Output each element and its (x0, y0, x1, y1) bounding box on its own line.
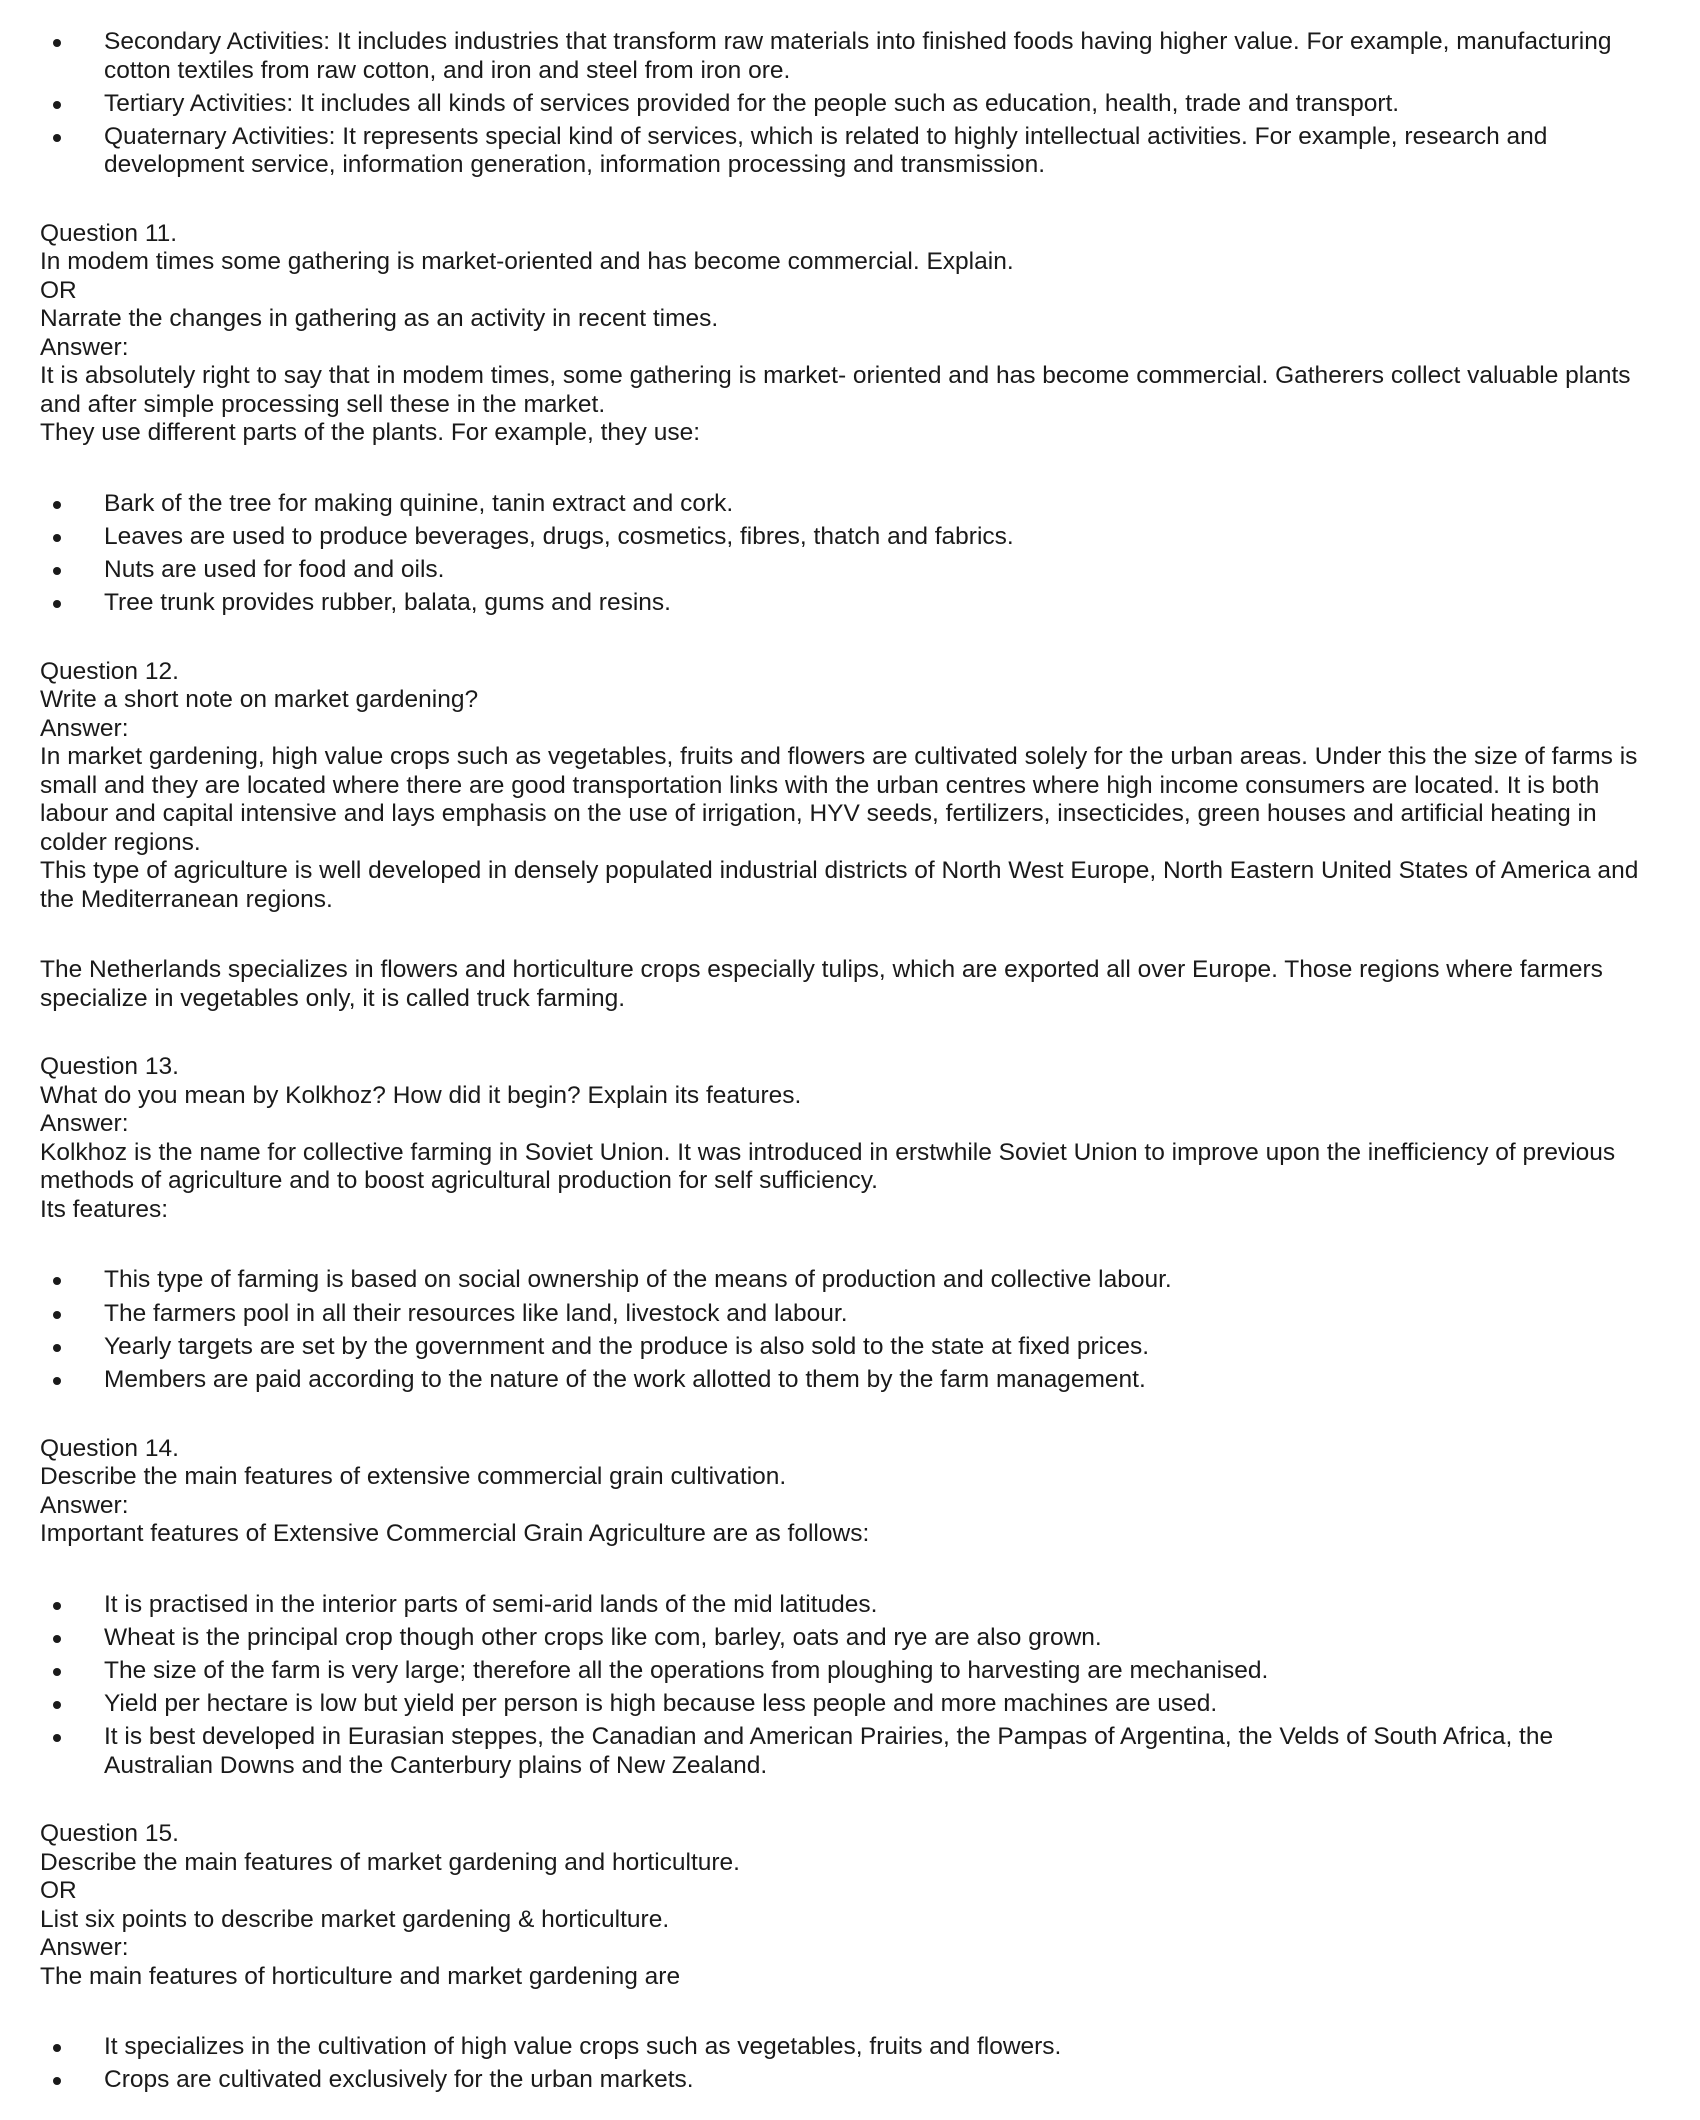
list-item-text: Crops are cultivated exclusively for the urban markets. (104, 2066, 694, 2094)
list-item-text: Secondary Activities: It includes industries that transform raw materials into finished foods having higher value. For example, manufacturing cotton textiles from raw cotton, and iron and steel from iron ore. (104, 28, 1612, 84)
list-item-text: Leaves are used to produce beverages, drugs, cosmetics, fibres, thatch and fabrics. (104, 523, 1014, 551)
list-item (40, 1333, 1665, 1362)
list-item (40, 28, 1665, 85)
alternate-question-text: Narrate the changes in gathering as an activity in recent times. (40, 305, 719, 333)
question-heading: Question 12. (40, 657, 179, 685)
question-heading: Question 13. (40, 1053, 179, 1081)
bullet-icon (53, 567, 61, 575)
or-separator: OR (40, 276, 77, 304)
list-item-text: Tree trunk provides rubber, balata, gums and resins. (104, 589, 671, 617)
answer-label: Answer: (40, 333, 129, 361)
answer-bullet-list (40, 2033, 1665, 2095)
answer-paragraph: The main features of horticulture and market gardening are (40, 1962, 681, 1990)
question-14 (40, 1435, 1665, 1781)
list-item (40, 1723, 1665, 1780)
question-text: Describe the main features of market gardening and horticulture. (40, 1848, 740, 1876)
question-text: In modem times some gathering is market-oriented and has become commercial. Explain. (40, 248, 1014, 276)
list-item (40, 2033, 1665, 2062)
question-text: What do you mean by Kolkhoz? How did it begin? Explain its features. (40, 1081, 802, 1109)
list-item-text: Bark of the tree for making quinine, tanin extract and cork. (104, 489, 734, 517)
answer-label: Answer: (40, 1491, 129, 1519)
answer-bullet-list (40, 490, 1665, 618)
bullet-icon (53, 39, 61, 47)
bullet-icon (53, 1701, 61, 1709)
list-item-text: Nuts are used for food and oils. (104, 556, 445, 584)
list-item-text: Yearly targets are set by the government and the produce is also sold to the state at fixed prices. (104, 1332, 1150, 1360)
list-item (40, 589, 1665, 618)
bullet-icon (53, 1377, 61, 1385)
list-item (40, 1591, 1665, 1620)
list-item (40, 1366, 1665, 1395)
economic-activities-list (40, 28, 1665, 180)
list-item-text: Members are paid according to the nature of the work allotted to them by the farm management. (104, 1366, 1146, 1393)
answer-label: Answer: (40, 1934, 129, 1962)
document-page (40, 28, 1665, 2095)
answer-label: Answer: (40, 714, 129, 742)
list-item-text: Quaternary Activities: It represents special kind of services, which is related to highly intellectual activities. For example, research and development service, information generation, information processing and transmission. (104, 122, 1548, 179)
question-12 (40, 658, 1665, 1014)
list-item (40, 1624, 1665, 1653)
answer-paragraph: Its features: (40, 1195, 169, 1223)
answer-paragraph: In market gardening, high value crops such as vegetables, fruits and flowers are cultivated solely for the urban areas. Under this the size of farms is small and they are located where there are good transportation links with the urban centres where high income consumers are located. It is both labour and capital intensive and lays emphasis on the use of irrigation, HYV seeds, fertilizers, insecticides, green houses and artificial heating in colder regions. (40, 743, 1645, 856)
answer-paragraph: They use different parts of the plants. For example, they use: (40, 419, 701, 447)
question-13 (40, 1053, 1665, 1394)
question-11 (40, 220, 1665, 618)
answer-label: Answer: (40, 1110, 129, 1138)
bullet-icon (53, 1734, 61, 1742)
question-text: Write a short note on market gardening? (40, 686, 479, 714)
list-item (40, 1266, 1665, 1295)
list-item (40, 1300, 1665, 1329)
bullet-icon (53, 2044, 61, 2052)
answer-bullet-list (40, 1266, 1665, 1394)
list-item (40, 2066, 1665, 2095)
answer-paragraph: Important features of Extensive Commercial Grain Agriculture are as follows: (40, 1520, 870, 1547)
bullet-icon (53, 101, 61, 109)
question-15 (40, 1820, 1665, 2095)
list-item-text: It is practised in the interior parts of semi-arid lands of the mid latitudes. (104, 1590, 878, 1618)
bullet-icon (53, 134, 61, 142)
question-heading: Question 15. (40, 1820, 179, 1848)
list-item (40, 123, 1665, 180)
bullet-icon (53, 1668, 61, 1676)
bullet-icon (53, 2077, 61, 2085)
bullet-icon (53, 534, 61, 542)
list-item (40, 1690, 1665, 1719)
list-item-text: Wheat is the principal crop though other crops like com, barley, oats and rye are also grown. (104, 1623, 1102, 1651)
bullet-icon (53, 1635, 61, 1643)
list-item (40, 523, 1665, 552)
bullet-icon (53, 501, 61, 509)
answer-paragraph: It is absolutely right to say that in modem times, some gathering is market- oriented and has become commercial. Gatherers collect valuable plants and after simple processing sell these in the market. (40, 362, 1638, 418)
or-separator: OR (40, 1877, 77, 1905)
bullet-icon (53, 1277, 61, 1285)
bullet-icon (53, 600, 61, 608)
question-heading: Question 14. (40, 1434, 179, 1462)
alternate-question-text: List six points to describe market gardening & horticulture. (40, 1905, 670, 1933)
question-heading: Question 11. (40, 219, 178, 247)
answer-paragraph: Kolkhoz is the name for collective farming in Soviet Union. It was introduced in erstwhile Soviet Union to improve upon the inefficiency of previous methods of agriculture and to boost agricultural production for self sufficiency. (40, 1138, 1622, 1195)
list-item-text: Tertiary Activities: It includes all kinds of services provided for the people such as education, health, trade and transport. (104, 89, 1400, 117)
answer-paragraph: This type of agriculture is well developed in densely populated industrial districts of North West Europe, North Eastern United States of America and the Mediterranean regions. (40, 857, 1646, 913)
list-item-text: It is best developed in Eurasian steppes, the Canadian and American Prairies, the Pampas of Argentina, the Velds of South Africa, the Australian Downs and the Canterbury plains of New Zealand. (104, 1723, 1554, 1779)
bullet-icon (53, 1311, 61, 1319)
list-item-text: The farmers pool in all their resources like land, livestock and labour. (104, 1299, 848, 1327)
list-item-text: This type of farming is based on social ownership of the means of production and collective labour. (104, 1266, 1172, 1294)
list-item (40, 556, 1665, 585)
bullet-icon (53, 1344, 61, 1352)
bullet-icon (53, 1602, 61, 1610)
list-item-text: It specializes in the cultivation of high value crops such as vegetables, fruits and flowers. (104, 2033, 1062, 2061)
question-text: Describe the main features of extensive commercial grain cultivation. (40, 1463, 787, 1490)
list-item (40, 90, 1665, 119)
list-item-text: Yield per hectare is low but yield per person is high because less people and more machines are used. (104, 1690, 1218, 1718)
answer-paragraph: The Netherlands specializes in flowers and horticulture crops especially tulips, which are exported all over Europe. Those regions where farmers specialize in vegetables only, it is called truck farming. (40, 956, 1610, 1012)
list-item-text: The size of the farm is very large; therefore all the operations from ploughing to harvesting are mechanised. (104, 1656, 1269, 1684)
list-item (40, 1657, 1665, 1686)
list-item (40, 490, 1665, 519)
answer-bullet-list (40, 1591, 1665, 1781)
